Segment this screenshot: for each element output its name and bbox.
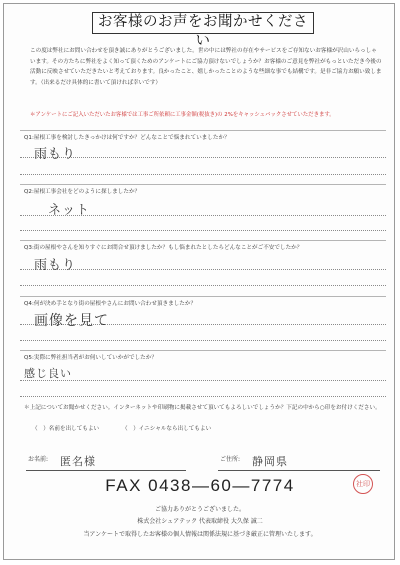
question-2-label: Q2:屋根工事会社をどのように探しましたか？ [24,189,141,195]
answer-line [20,396,386,397]
name-label: お名前: [28,456,49,463]
question-4-label: Q4:何が決め手となり街の屋根やさんにお問い合わせ頂きましたか？ [24,301,197,307]
answer-line [20,230,386,231]
answer-5-handwriting: 感じ良い [24,367,72,380]
company-seal: 社印 [353,474,373,494]
answer-line [20,380,386,381]
question-1-label: Q1:屋根工事を検討したきっかけは何ですか？どんなことで悩まれていましたか？ [24,135,230,141]
question-5-label: Q5:実際に弊社担当者がお伺いしていかがでしたか？ [24,355,157,361]
answer-line [20,174,386,175]
question-3-label: Q3:街の屋根やさんを知りすぐにお問合せ頂けましたか？もし悩まれたとしたらどんなことがご不安でしたか？ [24,245,303,251]
publication-consent-text: ＊上記についてお聞かせください。インターネットや印刷物に掲載させて頂いてもよろしいでしょうか？下記の中から○印をお付けください。 [24,405,381,411]
address-underline [218,470,380,471]
answer-4-handwriting: 画像を見て [34,313,109,329]
question-divider [20,130,386,131]
question-divider [20,184,386,185]
answer-2-handwriting: ネット [48,203,91,218]
name-handwriting: 匿名様 [60,455,96,468]
answer-line [20,285,386,286]
option-initial-ok[interactable]: （ ）イニシャルなら出してもよい [122,426,212,432]
question-divider [20,350,386,351]
thanks-text: ご協力ありがとうございました。 [154,506,245,513]
fax-number: FAX 0438―60―7774 [105,476,295,495]
question-divider [20,296,386,297]
address-label: ご住所: [220,456,241,463]
page-title: お客様のお声をお聞かせください [92,12,314,34]
intro-text: この度は弊社にお問い合わせを頂き誠にありがとうございました。世の中には弊社の存在やサービスをご存知ないお客様が沢山いらっしゃいます。その方たちに弊社をよく知って頂くためのアンケートにご協力頂けないでしょうか？お客様のご意見を弊社がもっといただき今後の活動に反映させていただきたいと考えております。良かったこと、嬉しかったことのような些細な事でも結構です。是非ご協力お願い致します。（出来るだけ具体的に書いて頂ければ幸いです） [30,48,382,86]
survey-sheet [3,3,395,560]
option-name-ok[interactable]: （ ）名前を出してもよい [32,426,100,432]
address-handwriting: 静岡県 [252,455,288,468]
company-info: 株式会社シュアテック 代表取締役 大久保 誠二 [137,518,263,525]
question-divider [20,240,386,241]
privacy-note: 当アンケートで取得したお客様の個人情報は関係法規に基づき厳正に管理いたします。 [83,531,317,538]
cashback-note: ＊アンケートにご記入いただいたお客様では工事ご所依頼に工事金額(税抜き)の 2%をキャッシュバックさせていただきます。 [30,112,335,118]
customer-info-row [20,448,386,474]
name-underline [26,470,186,471]
answer-3-handwriting: 雨もり [34,258,77,273]
answer-line [20,340,386,341]
answer-1-handwriting: 雨もり [34,147,77,162]
